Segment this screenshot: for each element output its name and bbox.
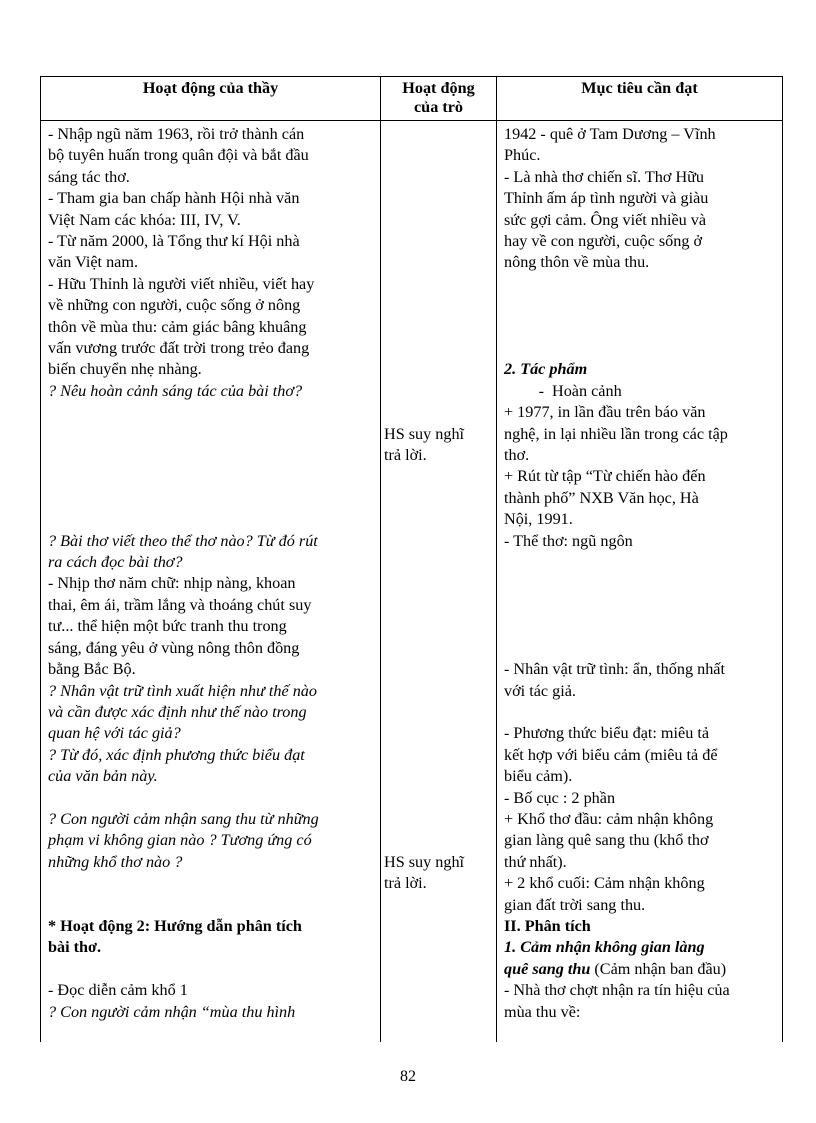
- teacher-question: [48, 809, 368, 873]
- text-line: gian đất trời sang thu.: [504, 895, 646, 914]
- text-line: ra cách đọc bài thơ?: [48, 553, 183, 572]
- text-line: phạm vi không gian nào ? Tương ứng có: [48, 831, 312, 850]
- column-divider: [380, 77, 381, 1042]
- text-line: mùa thu về:: [504, 1002, 581, 1021]
- section-title: II. Phân tích: [504, 916, 591, 935]
- teacher-question: [48, 745, 368, 788]
- text-line: ? Nhân vật trữ tình xuất hiện như thế nào: [48, 681, 317, 700]
- text-line: bằng Bắc Bộ.: [48, 660, 136, 679]
- header-goal: Mục tiêu cần đạt: [581, 79, 698, 97]
- text-line: biến chuyển nhẹ nhàng.: [48, 360, 202, 379]
- text-line: vấn vương trước đất trời trong trẻo đang: [48, 339, 310, 358]
- text-line: - Nhân vật trữ tình: ẩn, thống nhất: [504, 660, 725, 679]
- goal-paragraph: [504, 723, 774, 787]
- goal-paragraph: [504, 659, 774, 702]
- goal-paragraph: [504, 402, 774, 466]
- text-line: Phúc.: [504, 146, 541, 165]
- text-line: kết hợp với biểu cảm (miêu tả để: [504, 745, 718, 764]
- header-student: [381, 79, 496, 117]
- text-line: Thỉnh ấm áp tình người và giàu: [504, 189, 709, 208]
- header-divider: [41, 120, 782, 121]
- text-line: + Khổ thơ đầu: cảm nhận không: [504, 809, 714, 828]
- subsection-title: [504, 937, 774, 980]
- teacher-paragraph: [48, 573, 368, 680]
- subsection-note: (Cảm nhận ban đầu): [590, 959, 727, 978]
- text-line: thơ.: [504, 446, 530, 465]
- column-divider: [496, 77, 497, 1042]
- teacher-paragraph: [48, 231, 368, 274]
- teacher-column: [48, 124, 368, 1023]
- text-line: + Rút từ tập “Từ chiến hào đến: [504, 467, 706, 486]
- text-line: sáng, đáng yêu ở vùng nông thôn đồng: [48, 638, 300, 657]
- text-line: sáng tác thơ.: [48, 167, 130, 186]
- student-answer: [384, 852, 492, 895]
- goal-paragraph: [504, 167, 774, 274]
- subsection-title-text: quê sang thu: [504, 959, 591, 978]
- text-line: hay về con người, cuộc sống ở: [504, 232, 703, 251]
- text-line: tư... thể hiện một bức tranh thu trong: [48, 617, 287, 636]
- text-line: - Thể thơ: ngũ ngôn: [504, 531, 633, 550]
- text-line: - Tham gia ban chấp hành Hội nhà văn: [48, 189, 300, 208]
- subsection-title-line: 1. Cảm nhận không gian làng: [504, 938, 705, 957]
- goal-paragraph: [504, 531, 774, 552]
- text-line: sức gợi cảm. Ông viết nhiều và: [504, 210, 707, 229]
- goal-bullet: [504, 381, 774, 402]
- text-line: nông thôn về mùa thu.: [504, 253, 650, 272]
- teacher-paragraph: [48, 124, 368, 188]
- text-line: biểu cảm).: [504, 767, 573, 786]
- teacher-paragraph: [48, 980, 368, 1001]
- page-number: 82: [400, 1068, 416, 1085]
- text-line: HS suy nghĩ: [384, 424, 465, 443]
- header-student-line: Hoạt động: [402, 79, 475, 97]
- text-line: ? Con người cảm nhận “mùa thu hình: [48, 1002, 296, 1021]
- teacher-question: [48, 531, 368, 574]
- lesson-table: [40, 76, 783, 1042]
- text-line: thai, êm ái, trầm lắng và thoáng chút suy: [48, 595, 312, 614]
- text-line: - Nhập ngũ năm 1963, rồi trở thành cán: [48, 125, 305, 143]
- text-line: văn Việt nam.: [48, 253, 138, 272]
- text-line: bộ tuyên huấn trong quân đội và bắt đầu: [48, 146, 309, 165]
- goal-paragraph: [504, 788, 774, 916]
- text-line: - Là nhà thơ chiến sĩ. Thơ Hữu: [504, 167, 705, 186]
- header-teacher: Hoạt động của thầy: [142, 79, 279, 97]
- text-line: ? Từ đó, xác định phương thức biểu đạt: [48, 745, 305, 764]
- subsection-title-line: [504, 959, 774, 980]
- text-line: thôn về mùa thu: cảm giác bâng khuâng: [48, 317, 307, 336]
- text-line: với tác giả.: [504, 681, 576, 700]
- goal-bullet-text: Hoàn cảnh: [552, 381, 622, 400]
- text-line: trả lời.: [384, 874, 427, 892]
- text-line: HS suy nghĩ: [384, 852, 465, 871]
- text-line: + 1977, in lần đầu trên báo văn: [504, 403, 706, 422]
- text-line: trả lời.: [384, 446, 427, 464]
- text-line: và cần được xác định như thế nào trong: [48, 702, 307, 721]
- goal-column: [504, 124, 774, 1023]
- text-line: thành phố” NXB Văn học, Hà: [504, 488, 699, 507]
- text-line: của văn bản này.: [48, 767, 158, 786]
- text-line: ? Nêu hoàn cảnh sáng tác của bài thơ?: [48, 381, 303, 400]
- activity-heading: [48, 916, 368, 959]
- text-line: những khổ thơ nào ?: [48, 852, 183, 871]
- header-student-line: của trò: [414, 98, 463, 116]
- text-line: thứ nhất).: [504, 852, 567, 871]
- text-line: ? Bài thơ viết theo thể thơ nào? Từ đó rút: [48, 531, 318, 550]
- text-line: nghệ, in lại nhiều lần trong các tập: [504, 424, 728, 443]
- teacher-question: [48, 1002, 368, 1023]
- text-line: + 2 khổ cuối: Cảm nhận không: [504, 874, 705, 893]
- text-line: gian làng quê sang thu (khổ thơ: [504, 831, 709, 850]
- bullet-dash-icon: -: [538, 381, 544, 400]
- text-line: - Đọc diễn cảm khổ 1: [48, 981, 188, 1000]
- text-line: quan hệ với tác giả?: [48, 724, 181, 743]
- text-line: Việt Nam các khóa: III, IV, V.: [48, 210, 241, 229]
- text-line: Nội, 1991.: [504, 510, 573, 529]
- teacher-question-text: [48, 531, 368, 574]
- text-line: - Nhà thơ chợt nhận ra tín hiệu của: [504, 981, 730, 1000]
- text-line: bài thơ.: [48, 938, 102, 957]
- teacher-paragraph: [48, 188, 368, 231]
- student-answer: [384, 424, 492, 467]
- section-title: 2. Tác phẩm: [504, 360, 588, 379]
- text-line: - Từ năm 2000, là Tổng thư kí Hội nhà: [48, 232, 300, 251]
- text-line: ? Con người cảm nhận sang thu từ những: [48, 809, 319, 828]
- goal-paragraph: [504, 980, 774, 1023]
- text-line: - Nhịp thơ năm chữ: nhịp nàng, khoan: [48, 574, 296, 593]
- goal-paragraph: [504, 124, 774, 167]
- text-line: - Bố cục : 2 phần: [504, 788, 616, 807]
- text-line: 1942 - quê ở Tam Dương – Vĩnh: [504, 125, 716, 143]
- text-line: về những con người, cuộc sống ở nông: [48, 296, 301, 315]
- text-line: - Hữu Thỉnh là người viết nhiều, viết hay: [48, 274, 315, 293]
- text-line: - Phương thức biểu đạt: miêu tả: [504, 724, 710, 743]
- teacher-paragraph: [48, 274, 368, 381]
- teacher-question: [48, 381, 368, 402]
- goal-paragraph: [504, 466, 774, 530]
- teacher-question: [48, 681, 368, 745]
- text-line: * Hoạt động 2: Hướng dẫn phân tích: [48, 916, 302, 935]
